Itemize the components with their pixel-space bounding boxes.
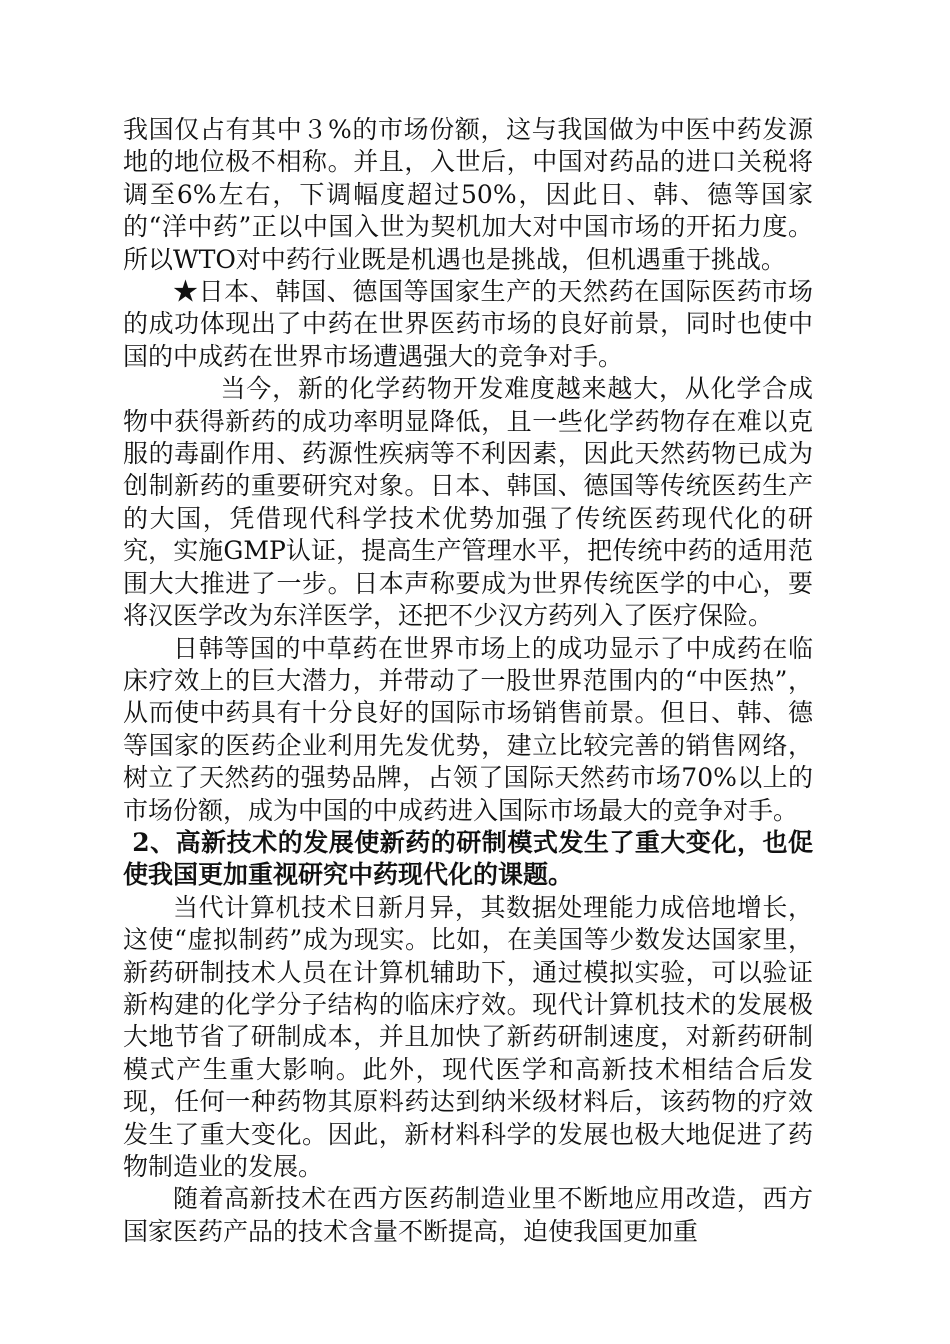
- paragraph-natural-medicine-competition: ★日本、韩国、德国等国家生产的天然药在国际医药市场的成功体现出了中药在世界医药市场的良好前景，同时也使中国的中成药在世界市场遭遇强大的竞争对手。: [123, 277, 813, 371]
- document-body: [123, 114, 813, 1248]
- section-heading-high-tech: 2、高新技术的发展使新药的研制模式发生了重大变化，也促使我国更加重视研究中药现代化的课题。: [123, 827, 813, 890]
- paragraph-western-tech-content: 随着高新技术在西方医药制造业里不断地应用改造，西方国家医药产品的技术含量不断提高，迫使我国更加重: [123, 1184, 813, 1246]
- paragraph-virtual-pharmacy: 当代计算机技术日新月异，其数据处理能力成倍地增长，这使“虚拟制药”成为现实。比如，在美国等少数发达国家里，新药研制技术人员在计算机辅助下，通过模拟实验，可以验证新构建的化学分子结构的临床疗效。现代计算机技术的发展极大地节省了研制成本，并且加快了新药研制速度，对新药研制模式产生重大影响。此外，现代医学和高新技术相结合后发现，任何一种药物其原料药达到纳米级材料后，该药物的疗效发生了重大变化。因此，新材料科学的发展也极大地促进了药物制造业的发展。: [123, 892, 813, 1181]
- paragraph-wto-market-share: 我国仅占有其中３%的市场份额，这与我国做为中医中药发源地的地位极不相称。并且，入世后，中国对药品的进口关税将调至6%左右，下调幅度超过50%，因此日、韩、德等国家的“洋中药”正以中国入世为契机加大对中国市场的开拓力度。所以WTO对中药行业既是机遇也是挑战，但机遇重于挑战。: [123, 115, 813, 274]
- paragraph-herbal-medicine-success: 日韩等国的中草药在世界市场上的成功显示了中成药在临床疗效上的巨大潜力，并带动了一股世界范围内的“中医热”，从而使中药具有十分良好的国际市场销售前景。但日、韩、德等国家的医药企业利用先发优势，建立比较完善的销售网络，树立了天然药的强势品牌，占领了国际天然药市场70%以上的市场份额，成为中国的中成药进入国际市场最大的竞争对手。: [123, 633, 813, 825]
- paragraph-chemical-drug-difficulty: 当今，新的化学药物开发难度越来越大，从化学合成物中获得新药的成功率明显降低，且一些化学药物存在难以克服的毒副作用、药源性疾病等不利因素，因此天然药物已成为创制新药的重要研究对象。日本、韩国、德国等传统医药生产的大国，凭借现代科学技术优势加强了传统医药现代化的研究，实施GMP认证，提高生产管理水平，把传统中药的适用范围大大推进了一步。日本声称要成为世界传统医学的中心，要将汉医学改为东洋医学，还把不少汉方药列入了医疗保险。: [123, 374, 813, 631]
